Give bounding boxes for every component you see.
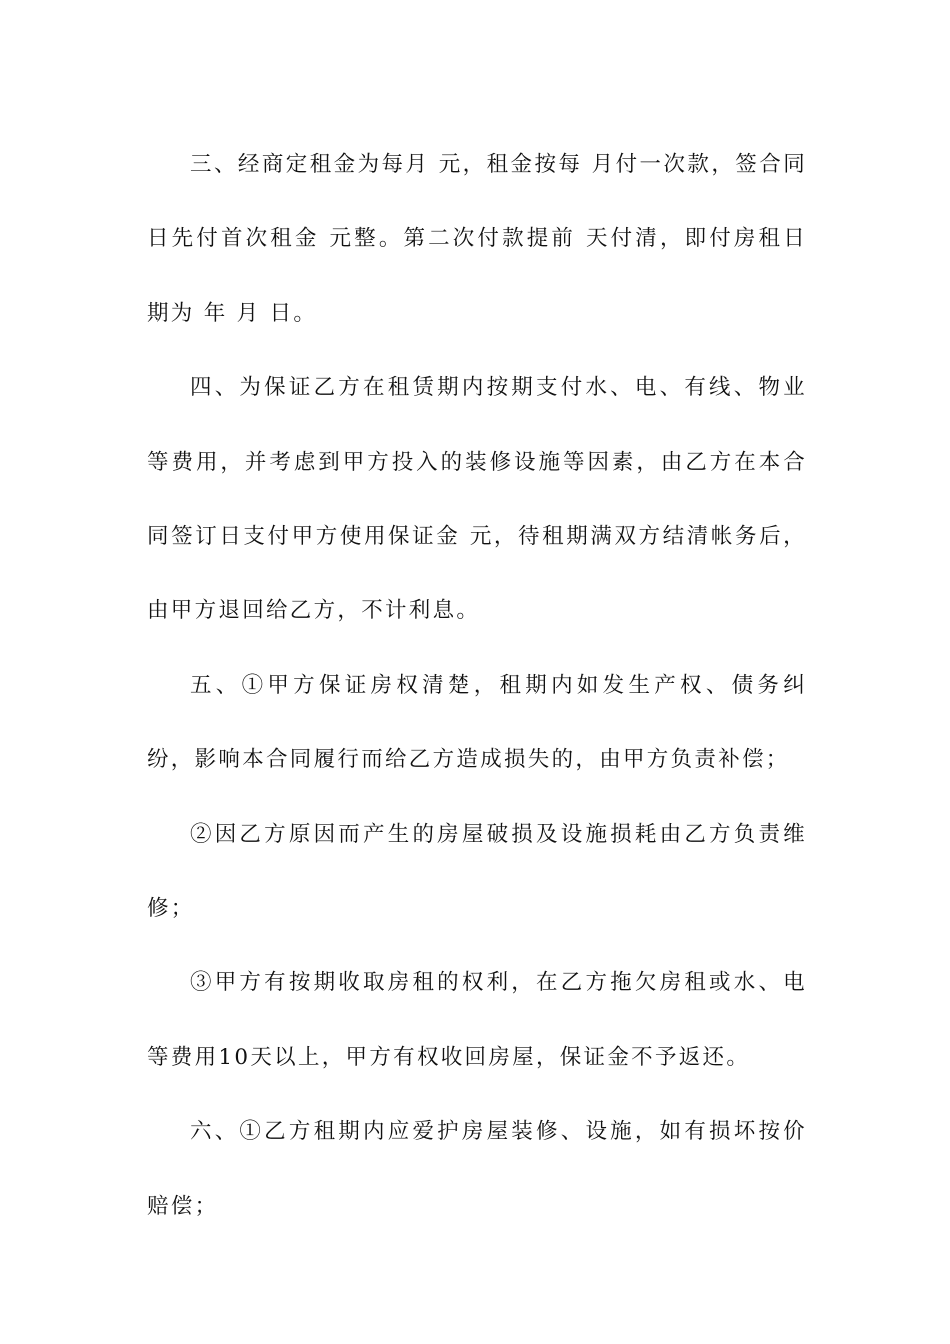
paragraph-landlord-rights: ③甲方有按期收取房租的权利，在乙方拖欠房租或水、电等费用10天以上，甲方有权收回房屋，保证金不予返还。 (147, 970, 807, 1070)
paragraph-deposit-terms: 四、为保证乙方在租赁期内按期支付水、电、有线、物业等费用，并考虑到甲方投入的装修设施等因素，由乙方在本合同签订日支付甲方使用保证金 元，待租期满双方结清帐务后，由甲方退回给乙方，不计利息。 (147, 375, 807, 624)
paragraph-rent-terms: 三、经商定租金为每月 元，租金按每 月付一次款，签合同日先付首次租金 元整。第二次付款提前 天付清，即付房租日期为 年 月 日。 (147, 152, 807, 326)
document-body (147, 128, 807, 1244)
paragraph-tenant-repair: ②因乙方原因而产生的房屋破损及设施损耗由乙方负责维修； (147, 821, 807, 922)
paragraph-landlord-guarantee: 五、①甲方保证房权清楚，租期内如发生产权、债务纠纷，影响本合同履行而给乙方造成损失的，由甲方负责补偿； (147, 672, 807, 773)
paragraph-tenant-care: 六、①乙方租期内应爱护房屋装修、设施，如有损坏按价赔偿； (147, 1119, 807, 1219)
